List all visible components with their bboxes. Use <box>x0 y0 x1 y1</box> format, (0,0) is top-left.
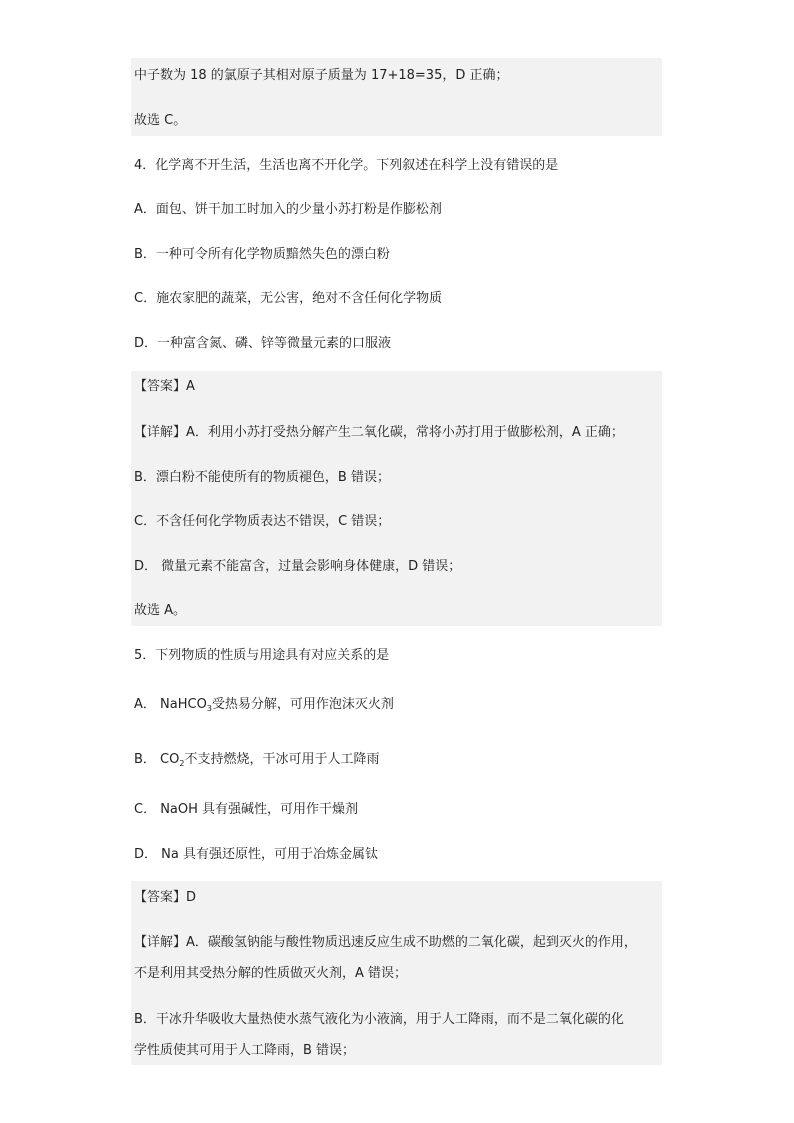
shaded-block-q4-answer <box>131 371 662 626</box>
q5-option-b <box>131 751 661 769</box>
q5-option-c: C． NaOH 具有强碱性，可用作干燥剂 <box>134 802 359 817</box>
q5-option-a-subscript: 3 <box>206 704 212 713</box>
q4-stem: 4．化学离不开生活，生活也离不开化学。下列叙述在科学上没有错误的是 <box>134 158 559 173</box>
q4-option-c: C．施农家肥的蔬菜，无公害，绝对不含任何化学物质 <box>134 291 443 306</box>
q4-explain-b: B．漂白粉不能使所有的物质褪色，B 错误； <box>134 470 390 485</box>
q4-option-a: A．面包、饼干加工时加入的少量小苏打粉是作膨松剂 <box>134 202 442 217</box>
q5-option-a <box>131 696 661 714</box>
q4-explain-d: D． 微量元素不能富含，过量会影响身体健康，D 错误； <box>134 559 462 574</box>
q4-answer: 【答案】A <box>134 379 195 394</box>
prev-conclusion-line: 故选 C。 <box>134 113 187 128</box>
q5-option-b-prefix: B． CO <box>134 752 180 767</box>
q5-option-a-prefix: A． NaHCO <box>134 697 207 712</box>
q5-explain-b-line1: B．干冰升华吸收大量热使水蒸气液化为小液滴，用于人工降雨，而不是二氧化碳的化 <box>134 1012 624 1027</box>
q5-answer: 【答案】D <box>134 890 197 905</box>
q4-option-b: B．一种可令所有化学物质黯然失色的漂白粉 <box>134 247 390 262</box>
q4-option-d: D．一种富含氮、磷、锌等微量元素的口服液 <box>134 336 392 351</box>
q5-option-a-text: 受热易分解，可用作泡沫灭火剂 <box>211 697 394 712</box>
q5-explain-b-line2: 学性质使其可用于人工降雨，B 错误； <box>134 1043 356 1058</box>
q4-explain-a: 【详解】A．利用小苏打受热分解产生二氧化碳，常将小苏打用于做膨松剂，A 正确； <box>134 425 624 440</box>
q5-stem: 5．下列物质的性质与用途具有对应关系的是 <box>134 648 390 663</box>
q5-explain-a-line2: 不是利用其受热分解的性质做灭火剂，A 错误； <box>134 966 408 981</box>
q5-option-b-subscript: 2 <box>179 759 185 768</box>
q4-explain-c: C．不含任何化学物质表达不错误，C 错误； <box>134 514 391 529</box>
q5-explain-a-line1: 【详解】A．碳酸氢钠能与酸性物质迅速反应生成不助燃的二氧化碳，起到灭火的作用， <box>134 935 637 950</box>
prev-explanation-line: 中子数为 18 的氯原子其相对原子质量为 17+18=35，D 正确； <box>134 68 509 83</box>
q4-conclusion: 故选 A。 <box>134 603 187 618</box>
q5-option-d: D． Na 具有强还原性，可用于冶炼金属钛 <box>134 847 378 862</box>
q5-option-b-text: 不支持燃烧，干冰可用于人工降雨 <box>184 752 380 767</box>
